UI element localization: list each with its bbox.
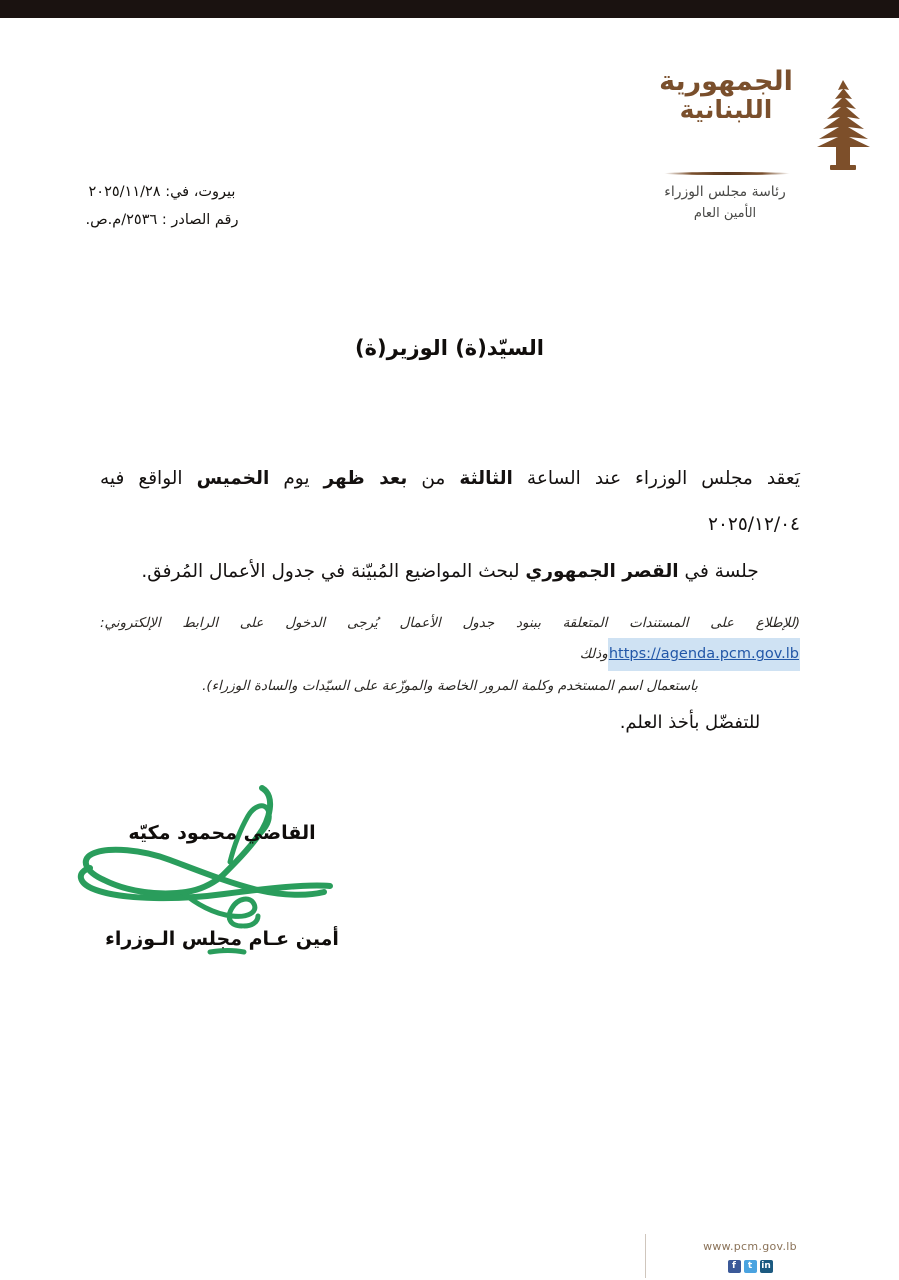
- signature-block: [62, 780, 382, 990]
- note-line-2: باستعمال اسم المستخدم وكلمة المرور الخاصة والموزّعة على السيّدات والسادة الوزراء).: [202, 678, 698, 694]
- body-emphasis-afternoon: بعد ظهر: [323, 468, 408, 489]
- letterhead-subtitle-2: الأمين العام: [693, 206, 757, 221]
- signatory-name: القاضي محمود مكيّه: [128, 822, 316, 844]
- body-text: لبحث المواضيع المُبيّنة في جدول الأعمال المُرفق.: [141, 560, 526, 582]
- place-and-date: بيروت، في: ٢٠٢٥/١١/٢٨: [88, 184, 236, 200]
- outgoing-reference-number: رقم الصادر : ٢٥٣٦/م.ص.: [85, 212, 239, 229]
- letter-body: [100, 456, 800, 595]
- note-prefix-text: (للإطلاع على المستندات المتعلقة ببنود جدول الأعمال يُرجى الدخول على الرابط الإلكتروني:: [100, 615, 800, 631]
- cedar-tree-icon: [800, 76, 886, 172]
- body-line-1: [100, 456, 800, 549]
- letterhead-divider: [664, 172, 790, 175]
- body-emphasis-venue: القصر الجمهوري: [525, 560, 679, 582]
- page-footer: [645, 1232, 865, 1280]
- handwritten-signature: [62, 780, 382, 990]
- meeting-date: ٢٠٢٥/١٢/٠٤: [708, 514, 800, 536]
- salutation: السيّد(ة) الوزير(ة): [355, 336, 544, 360]
- social-links: [645, 1260, 855, 1273]
- scan-top-bar: [0, 0, 899, 18]
- emblem-line-2: اللبنانية: [679, 95, 773, 125]
- body-text: يَعقد مجلس الوزراء عند الساعة: [512, 468, 800, 489]
- letterhead-subtitle-1: رئاسة مجلس الوزراء: [664, 184, 786, 200]
- body-line-2: [100, 549, 800, 595]
- note-line-1: [100, 608, 800, 671]
- body-text: يوم: [269, 468, 324, 489]
- facebook-icon[interactable]: f: [728, 1260, 741, 1273]
- body-emphasis-day: الخميس: [196, 468, 270, 489]
- twitter-icon[interactable]: t: [744, 1260, 757, 1273]
- body-text: من: [407, 468, 460, 489]
- closing-line: للتفضّل بأخذ العلم.: [619, 712, 761, 733]
- agenda-access-note: [100, 608, 800, 701]
- date-reference-block: [62, 178, 262, 235]
- republic-emblem: [656, 68, 796, 124]
- body-emphasis-hour: الثالثة: [459, 468, 513, 489]
- agenda-portal-link[interactable]: https://agenda.pcm.gov.lb: [608, 638, 800, 671]
- footer-website-url[interactable]: www.pcm.gov.lb: [703, 1240, 797, 1253]
- linkedin-icon[interactable]: in: [761, 1261, 771, 1271]
- emblem-line-1: الجمهورية: [659, 66, 793, 97]
- signatory-title: أمين عـام مجلس الـوزراء: [105, 928, 339, 950]
- letterhead: [648, 68, 878, 228]
- note-suffix-text: وذلك: [579, 646, 608, 663]
- body-text: الواقع فيه: [100, 468, 197, 489]
- body-text: جلسة في: [678, 560, 759, 582]
